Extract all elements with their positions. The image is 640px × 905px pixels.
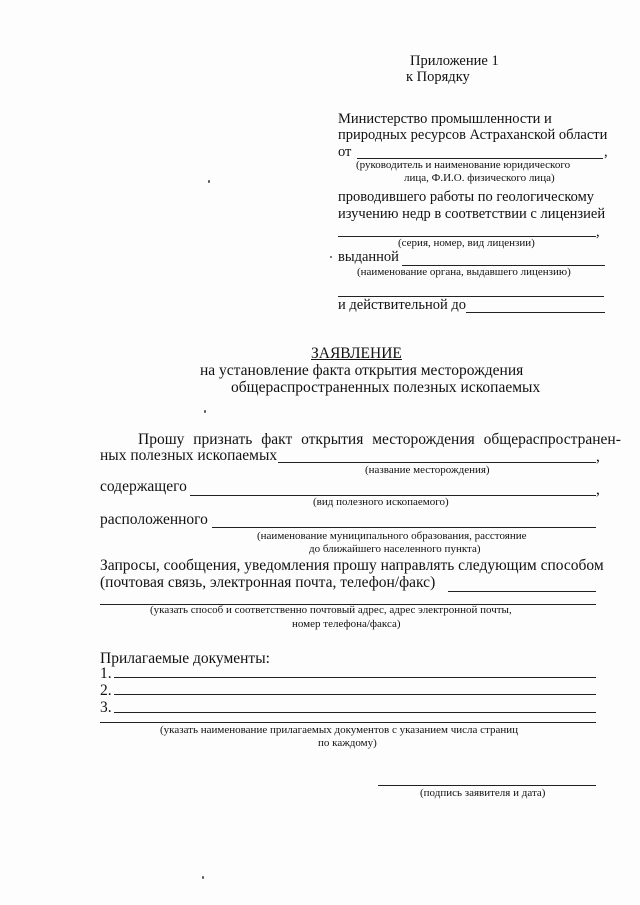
deposit-name-fill-line[interactable] (278, 462, 596, 463)
title-subline-1: на установление факта открытия месторождения (200, 362, 524, 379)
attachment-item-2-line[interactable] (114, 694, 596, 695)
scan-speck (204, 410, 206, 413)
location-hint-2: до ближайшего населенного пункта) (309, 543, 481, 555)
signature-fill-line[interactable] (378, 785, 596, 786)
deposit-comma: , (596, 448, 600, 465)
valid-label: и действительной до (338, 297, 466, 313)
attachment-item-2-number: 2. (100, 682, 112, 699)
from-comma: , (604, 144, 608, 160)
attachments-hint-2: по каждому) (318, 737, 377, 749)
title-subline-2: общераспространенных полезных ископаемых (231, 379, 541, 396)
license-hint: (серия, номер, вид лицензии) (398, 237, 535, 249)
location-hint-1: (наименование муниципального образования, расстояние (257, 530, 527, 542)
signature-hint: (подпись заявителя и дата) (420, 787, 546, 799)
ministry-line-1: Министерство промышленности и (338, 111, 552, 127)
license-comma: , (596, 224, 600, 240)
work-line-1: проводившего работы по геологическому (338, 189, 595, 205)
valid-until-fill-line[interactable] (466, 312, 605, 313)
mineral-hint: (вид полезного ископаемого) (313, 496, 449, 508)
work-line-2: изучению недр в соответствии с лицензией (338, 206, 606, 222)
issued-label: выданной (338, 249, 399, 265)
located-label: расположенного (100, 511, 208, 528)
appendix-number: Приложение 1 (410, 53, 499, 69)
contact-hint-2: номер телефона/факса) (292, 618, 401, 630)
scan-speck (208, 180, 210, 183)
attachment-item-1-line[interactable] (114, 677, 596, 678)
request-paragraph-line-1: Прошу признать факт открытия месторождения общераспространен- (138, 431, 621, 448)
appendix-order-ref: к Порядку (406, 69, 470, 85)
attachments-label: Прилагаемые документы: (100, 650, 270, 667)
scan-speck (330, 256, 332, 258)
attachment-item-3-number: 3. (100, 699, 112, 716)
document-title: ЗАЯВЛЕНИЕ (311, 345, 402, 362)
from-hint-1: (руководитель и наименование юридического (356, 159, 571, 171)
mineral-comma: , (596, 481, 600, 498)
containing-label: содержащего (100, 478, 187, 495)
contact-fill-line-1[interactable] (448, 591, 596, 592)
location-fill-line[interactable] (212, 527, 596, 528)
from-hint-2: лица, Ф.И.О. физического лица) (404, 172, 555, 184)
attachments-hint-1: (указать наименование прилагаемых документов с указанием числа страниц (160, 724, 519, 736)
request-paragraph-line-2: ных полезных ископаемых (100, 447, 278, 464)
requests-line-1: Запросы, сообщения, уведомления прошу направлять следующим способом (100, 557, 604, 574)
attachment-item-1-number: 1. (100, 665, 112, 682)
deposit-hint: (название месторождения) (365, 464, 490, 476)
contact-hint-1: (указать способ и соответственно почтовый адрес, адрес электронной почты, (150, 604, 512, 616)
from-label: от (338, 144, 352, 160)
attachment-extra-line[interactable] (100, 722, 596, 723)
ministry-line-2: природных ресурсов Астраханской области (338, 127, 608, 143)
issued-hint: (наименование органа, выдавшего лицензию) (357, 266, 571, 278)
scan-speck (202, 876, 204, 879)
attachment-item-3-line[interactable] (114, 712, 596, 713)
requests-line-2: (почтовая связь, электронная почта, телефон/факс) (100, 574, 436, 591)
